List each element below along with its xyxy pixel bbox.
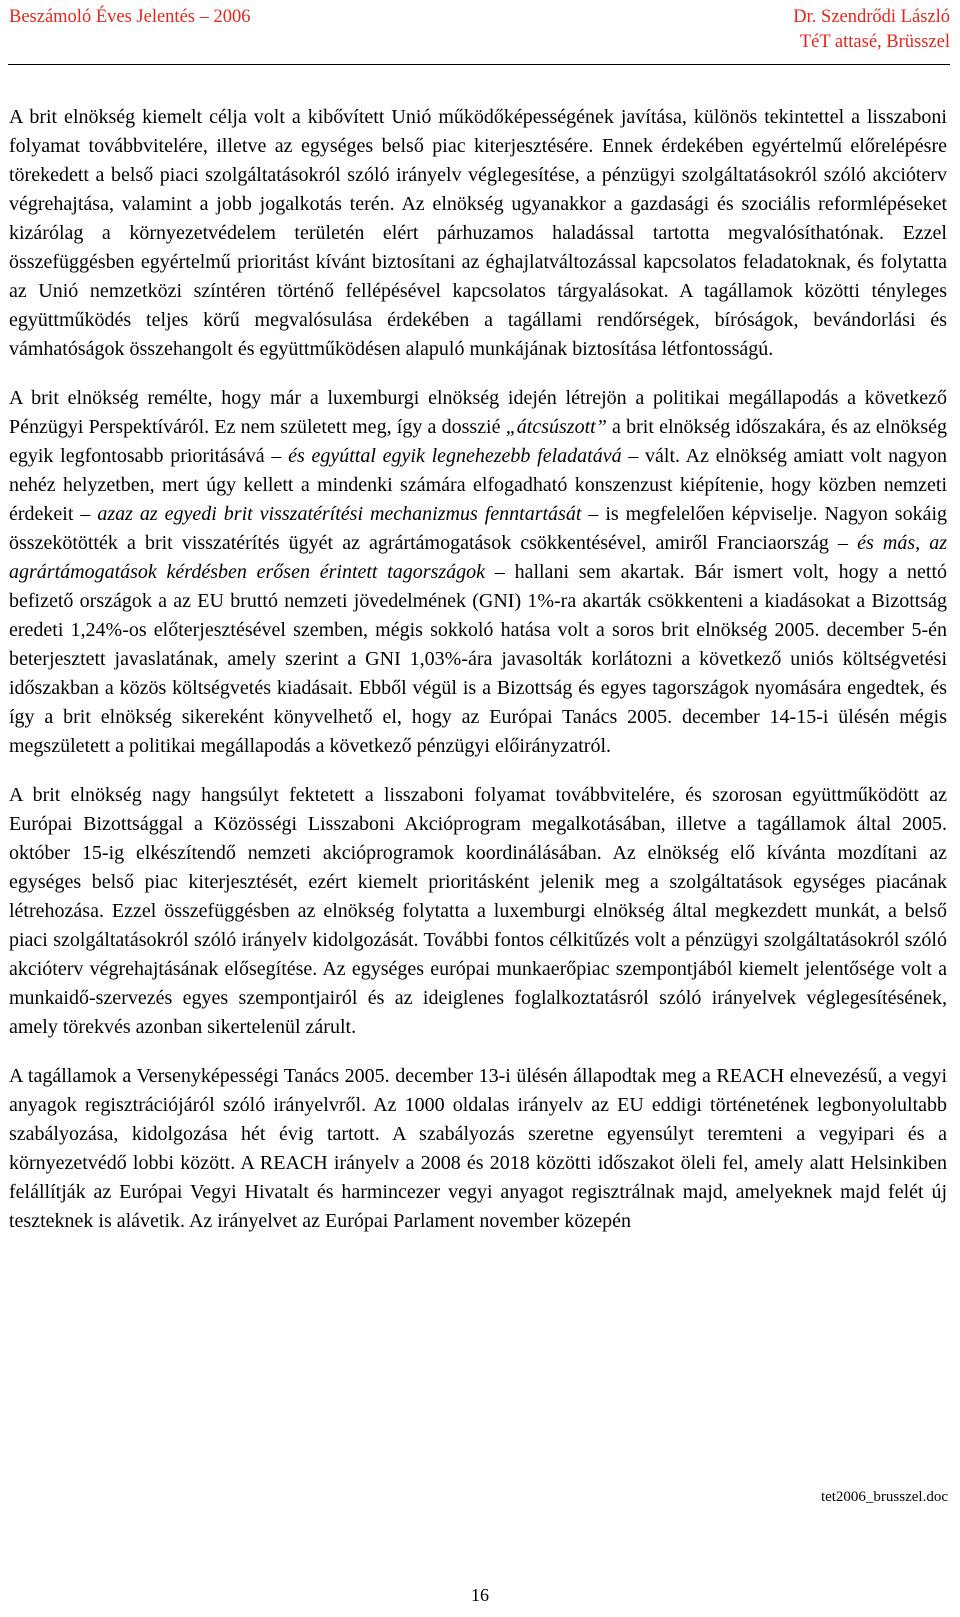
- text-run: A tagállamok a Versenyképességi Tanács 2005. december 13-i ülésén állapodtak meg a REACH elnevezésű, a vegyi anyagok regisztrációjáról szóló irányelvről. Az 1000 oldalas irányelv az EU eddigi történetének legbonyolultabb szabályozása, kidolgozása hét évig tartott. A szabályozás szeretne egyensúlyt teremteni a vegyipari és a környezetvédő lobbi között. A REACH irányelv a 2008 és 2018 közötti időszakot öleli fel, amely alatt Helsinkiben felállítják az Európai Vegyi Hivatalt és harmincezer vegyi anyagot regisztrálnak majd, amelyeknek majd felét új teszteknek is alávetik. Az irányelvet az Európai Parlament november közepén: [9, 1065, 947, 1232]
- text-run: A brit elnökség kiemelt célja volt a kibővített Unió működőképességének javítása, különös tekintettel a lisszaboni folyamat továbbvitelére, illetve az egységes belső piac kiterjesztésére. Ennek érdekében egyértelmű előrelépésre törekedett a belső piaci szolgáltatásokról szóló irányelv véglegesítése, a pénzügyi szolgáltatásokról szóló akcióterv végrehajtása, valamint a jobb jogalkotás terén. Az elnökség ugyanakkor a gazdasági és szociális reformlépéseket kizárólag a környezetvédelem területén elért párhuzamos haladással tartotta megvalósíthatónak. Ezzel összefüggésben egyértelmű prioritást kívánt biztosítani az éghajlatváltozással kapcsolatos feladatoknak, és folytatta az Unió nemzetközi színtéren történő fellépésével kapcsolatos tárgyalásokat. A tagállamok közötti tényleges együttműködés teljes körű megvalósulása érdekében a tagállami rendőrségek, bíróságok, bevándorlási és vámhatóságok összehangolt és együttműködésen alapuló munkájának biztosítása létfontosságú.: [9, 106, 947, 360]
- italic-text: és más, az agrártámogatások kérdésben erősen érintett tagországok: [9, 532, 948, 583]
- header-rule: [8, 64, 950, 65]
- italic-text: „átcsúszott”: [505, 416, 607, 438]
- paragraph-2: [9, 384, 947, 761]
- text-run: a brit elnökség időszakára, és az elnökség egyik legfontosabb prioritásává –: [9, 416, 948, 467]
- text-run: A brit elnökség nagy hangsúlyt fektetett a lisszaboni folyamat továbbvitelére, és szorosan együttműködött az Európai Bizottsággal a Közösségi Lisszaboni Akcióprogram megalkotásában, illetve a tagállamok által 2005. október 15-ig elkészítendő nemzeti akcióprogramok koordinálásában. Az elnökség elő kívánta mozdítani az egységes belső piac kiterjesztését, ezért kiemelt prioritásként jelenik meg a szolgáltatások egységes piacának létrehozása. Ezzel összefüggésben az elnökség folytatta a luxemburgi elnökség által megkezdett munkát, a belső piaci szolgáltatásokról szóló irányelv kidolgozását. További fontos célkitűzés volt a pénzügyi szolgáltatásokról szóló akcióterv végrehajtásának elősegítése. Az egységes európai munkaerőpiac szempontjából kiemelt jelentősége volt a munkaidő-szervezés egyes szempontjairól és az ideiglenes foglalkoztatásról szóló irányelvek véglegesítésének, amely törekvés azonban sikertelenül zárult.: [9, 784, 947, 1038]
- header-report-title: Beszámoló Éves Jelentés – 2006: [9, 7, 251, 27]
- paragraph-1: [9, 103, 947, 364]
- text-run: – hallani sem akartak. Bár ismert volt, hogy a nettó befizető országok a az EU bruttó nemzeti jövedelmének (GNI) 1%-ra akarták csökkenteni a kiadásokat a Bizottság eredeti 1,24%-os előterjesztésével szemben, mégis sokkoló hatása volt a soros brit elnökség 2005. december 5-én beterjesztett javaslatának, amely szerint a GNI 1,03%-ára javasolták korlátozni a következő uniós költségvetési időszakban a közös költségvetés kiadásait. Ebből végül is a Bizottság és egyes tagországok nyomására engedtek, és így a brit elnökség sikereként könyvelhető el, hogy az Európai Tanács 2005. december 14-15-i ülésén mégis megszületett a politikai megállapodás a következő pénzügyi előirányzatról.: [9, 561, 948, 757]
- header-author-block: [793, 5, 950, 55]
- page-number: 16: [471, 1585, 489, 1605]
- document-body: [9, 103, 947, 1236]
- footer-filename: tet2006_brusszel.doc: [820, 1489, 948, 1505]
- header-author-role: TéT attasé, Brüsszel: [799, 32, 950, 52]
- paragraph-4: [9, 1062, 947, 1236]
- text-run: A brit elnökség remélte, hogy már a luxemburgi elnökség idején létrejön a politikai megállapodás a következő Pénzügyi Perspektíváról. Ez nem született meg, így a dosszié: [9, 387, 947, 438]
- text-run: – is megfelelően képviselje. Nagyon sokáig összekötötték a brit visszatérítés ügyét az agrártámogatások csökkentésével, amiről Franciaország –: [9, 503, 948, 554]
- paragraph-3: [9, 781, 947, 1042]
- italic-text: és egyúttal egyik legnehezebb feladatává: [288, 445, 622, 467]
- italic-text: azaz az egyedi brit visszatérítési mechanizmus fenntartását: [97, 503, 582, 525]
- text-run: – vált. Az elnökség amiatt volt nagyon nehéz helyzetben, mert úgy kellett a mindenki számára elfogadható konszenzust kiépítenie, hogy közben nemzeti érdekeit –: [9, 445, 947, 525]
- header-author-name: Dr. Szendrődi László: [793, 7, 950, 27]
